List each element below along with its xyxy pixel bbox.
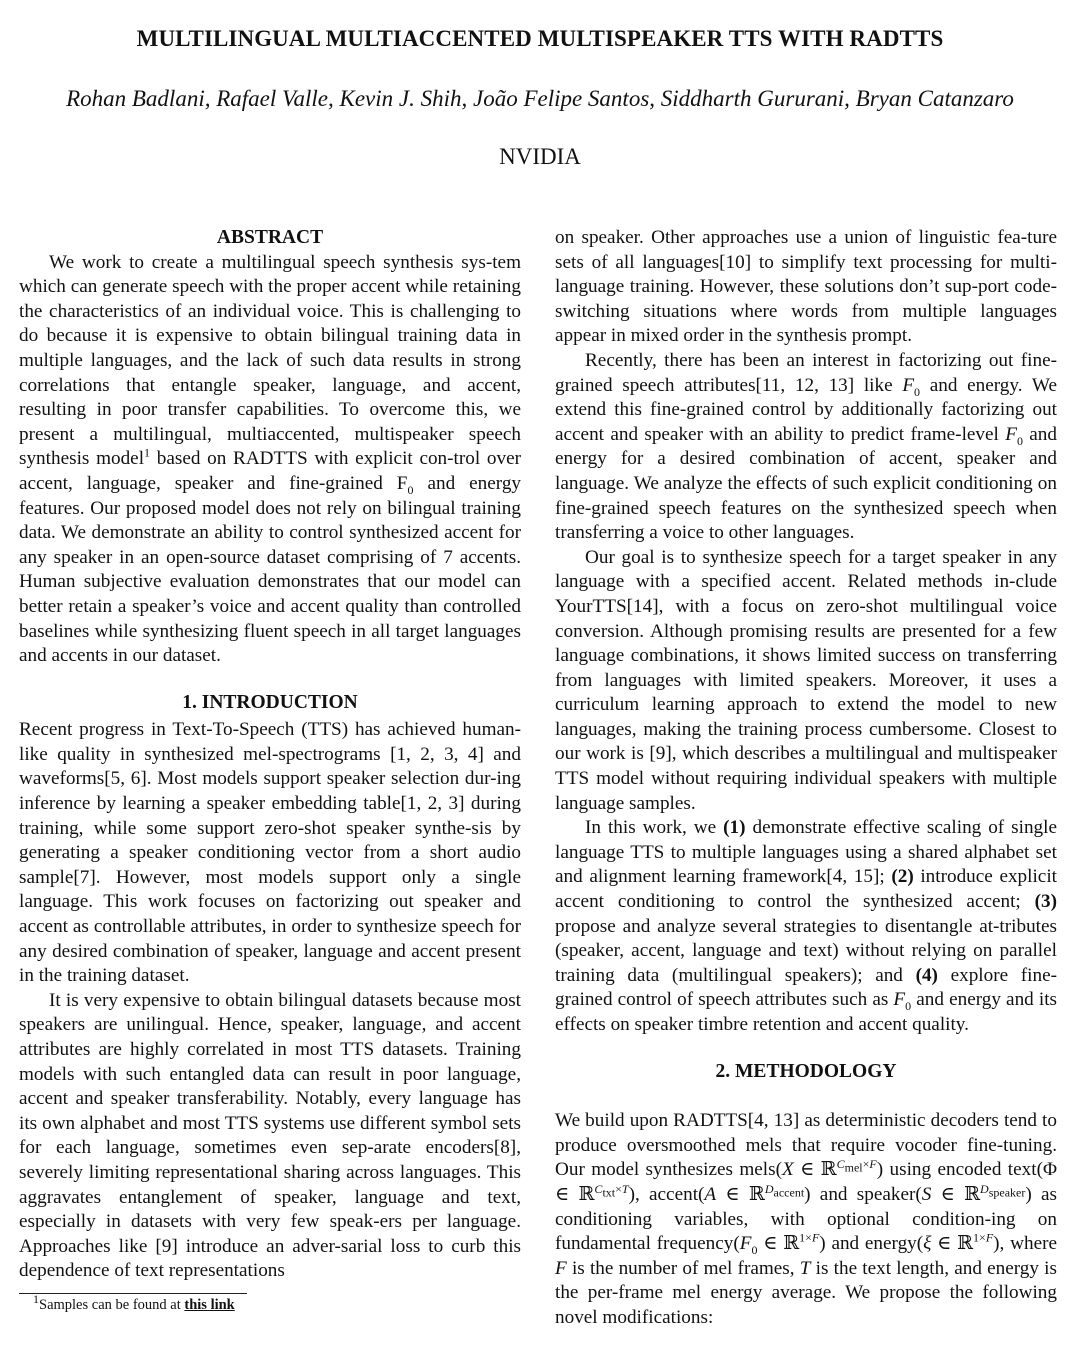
intro-paragraph: It is very expensive to obtain bilingual datasets because most speakers are unilingual. Hence, speaker, language, and accent attributes are highly correlated in most TTS datasets. Training models with such entangled data can result in poor language, accent and speaker transferability. Notably, every language has its own alphabet and most TTS systems use different symbol sets for each language, sometimes even sep-arate encoders[8], severely limiting representational sharing across languages. This aggravates entanglement of speaker, language and text, especially in datasets with very few speak-ers per language. Approaches like [9] introduce an adver-sarial loss to curb this dependence of text representations [19,989,521,1282]
author-list: Rohan Badlani, Rafael Valle, Kevin J. Shih, João Felipe Santos, Siddharth Gururani, Bryan Catanzaro [66,86,1014,111]
left-column [19,226,521,1284]
samples-link[interactable]: this link [184,1297,235,1313]
footnote-rule [19,1293,247,1294]
intro-paragraph: Our goal is to synthesize speech for a target speaker in any language with a specified accent. Related methods in-clude YourTTS[14], with a focus on zero-shot multilingual voice conversion. Although promising results are presented for a few language combinations, it shows limited success on transferring from languages with limited speakers. Moreover, it uses a curriculum learning approach to extend the model to new languages, making the training process cumbersome. Closest to our work is [9], which describes a multilingual and multispeaker TTS model without requiring individual speakers with multiple language samples. [555,546,1057,814]
abstract-heading: ABSTRACT [216,227,324,248]
intro-paragraph: Recent progress in Text-To-Speech (TTS) has achieved human-like quality in synthesized mel-spectrograms [1, 2, 3, 4] and waveforms[5, 6]. Most models support speaker selection dur-ing inference by learning a speaker embedding table[1, 2, 3] during training, while some support zero-shot speaker synthe-sis by generating a speaker conditioning vector from a short audio sample[7]. However, most models support only a single language. This work focuses on factorizing out speaker and accent as controllable attributes, in order to synthesize speech for any desired combination of speaker, language and accent present in the training dataset. [19,719,521,987]
footnote: $^1$Samples can be found at this link [33,1292,235,1313]
intro-paragraph: Recently, there has been an interest in factorizing out fine-grained speech attributes[11, 12, 13] like $F_0$ and energy. We extend this fine-grained control by additionally factorizing out accent and speaker with an ability to predict frame-level $F_0$ and energy for a desired combination of accent, speaker and language. We analyze the effects of such explicit conditioning on fine-grained speech features on the synthesized speech when transferring a voice to other languages. [555,349,1057,544]
methodology-heading: 2. METHODOLOGY [715,1060,897,1082]
paper-title: MULTILINGUAL MULTIACCENTED MULTISPEAKER TTS WITH RADTTS [136,26,944,51]
right-column [555,226,1057,1331]
methodology-paragraph: We build upon RADTTS[4, 13] as deterministic decoders tend to produce oversmoothed mels that require vocoder fine-tuning. Our model synthesizes mels(X ∈ ℝ$^{C_{mel}\times F}$) using encoded text(Φ ∈ ℝ$^{C_{txt}\times T}$), accent(A ∈ ℝ$^{D_{accent}}$) and speaker(S ∈ ℝ$^{D_{speaker}}$) as conditioning variables, with optional condition-ing on fundamental $frequency(F_0$ ∈ ℝ$^{1\times F}$) and energy(ξ ∈ ℝ$^{1\times F}$), where F is the number of mel frames, T is the text length, and energy is the per-frame mel energy average. We propose the following novel modifications: [555,1110,1058,1328]
contributions-paragraph: In this work, we (1) demonstrate effective scaling of single language TTS to multiple languages using a shared alphabet set and alignment learning framework[4, 15]; (2) introduce explicit accent conditioning to control the synthesized accent; (3) propose and analyze several strategies to disentangle at-tributes (speaker, accent, language and text) without relying on parallel training data (multilingual speakers); and (4) explore fine-grained control of speech attributes such as $F_0$ and energy and its effects on speaker timbre retention and accent quality. [555,817,1057,1035]
intro-paragraph: on speaker. Other approaches use a union of linguistic fea-ture sets of all languages[10] to simplify text processing for multi-language training. However, these solutions don’t sup-port code-switching situations where words from multiple languages appear in mixed order in the synthesis prompt. [555,227,1057,347]
footnote-marker: 1 [144,445,151,460]
affiliation: NVIDIA [499,144,581,169]
intro-heading: 1. INTRODUCTION [182,691,358,713]
abstract-paragraph: We work to create a multilingual speech synthesis sys-tem which can generate speech with the proper accent while retaining the characteristics of an individual voice. This is challenging to do because it is expensive to obtain bilingual training data in multiple languages, and the lack of such data results in strong correlations that entangle speaker, language, and accent, resulting in poor transfer capabilities. To overcome this, we present a multilingual, multiaccented, multispeaker speech synthesis model$^1$ based on RADTTS with explicit con-trol over accent, language, speaker and fine-grained $F_0$ and energy features. Our proposed model does not rely on bilingual training data. We demonstrate an ability to control synthesized accent for any speaker in an open-source dataset comprising of 7 accents. Human subjective evaluation demonstrates that our model can better retain a speaker’s voice and accent quality than controlled baselines while synthesizing fluent speech in all target languages and accents in our dataset. [19,251,522,667]
